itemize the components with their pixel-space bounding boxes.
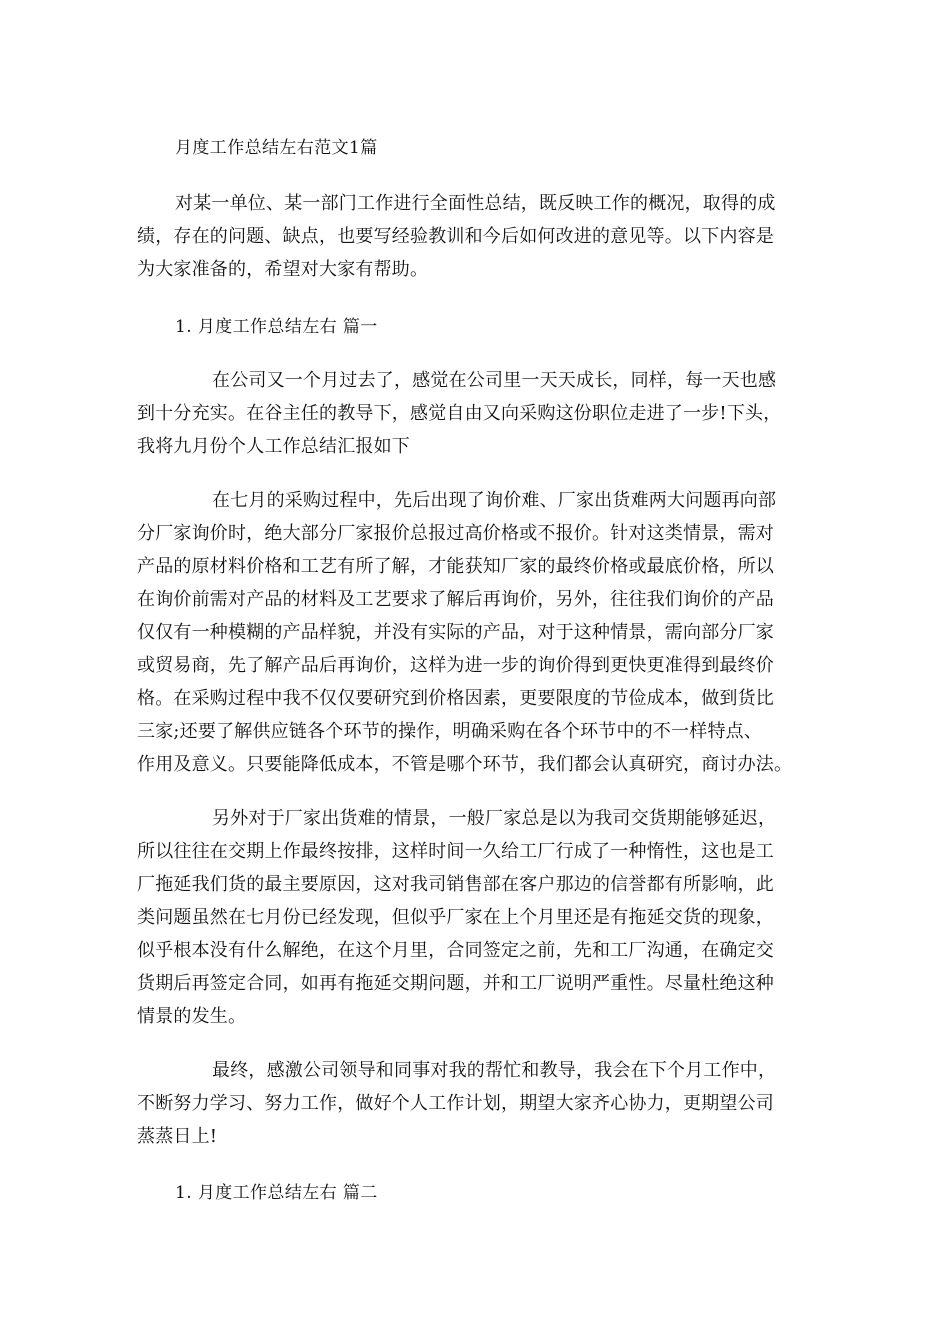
intro-line: 绩，存在的问题、缺点，也要写经验教训和今后如何改进的意见等。以下内容是 <box>137 226 774 247</box>
paragraph-line: 货期后再签定合同，如再有拖延交期问题，并和工厂说明严重性。尽量杜绝这种 <box>137 973 774 994</box>
paragraph-line: 另外对于厂家出货难的情景，一般厂家总是以为我司交货期能够延迟， <box>212 808 777 829</box>
paragraph-line: 或贸易商，先了解产品后再询价，这样为进一步的询价得到更快更准得到最终价 <box>137 655 774 676</box>
paragraph-line: 产品的原材料价格和工艺有所了解，才能获知厂家的最终价格或最底价格，所以 <box>137 556 774 577</box>
paragraph-line: 不断努力学习、努力工作，做好个人工作计划，期望大家齐心协力，更期望公司 <box>137 1093 774 1114</box>
section-heading-1: 1. 月度工作总结左右 篇一 <box>175 317 378 337</box>
paragraph-line: 情景的发生。 <box>137 1006 247 1027</box>
paragraph-line: 似乎根本没有什么解绝，在这个月里，合同签定之前，先和工厂沟通，在确定交 <box>137 940 774 961</box>
paragraph-line: 仅仅有一种模糊的产品样貌，并没有实际的产品，对于这种情景，需向部分厂家 <box>137 622 774 643</box>
paragraph-line: 在公司又一个月过去了，感觉在公司里一天天成长，同样，每一天也感 <box>212 370 777 391</box>
paragraph-line: 类问题虽然在七月份已经发现，但似乎厂家在上个月里还是有拖延交货的现象， <box>137 907 774 928</box>
paragraph-line: 在七月的采购过程中，先后出现了询价难、厂家出货难两大问题再向部 <box>212 490 777 511</box>
paragraph-line: 蒸蒸日上! <box>137 1126 218 1147</box>
paragraph-line: 格。在采购过程中我不仅仅要研究到价格因素，更要限度的节俭成本，做到货比 <box>137 688 774 709</box>
intro-line: 为大家准备的，希望对大家有帮助。 <box>137 259 429 280</box>
paragraph-line: 我将九月份个人工作总结汇报如下 <box>137 436 410 457</box>
paragraph-line: 最终，感激公司领导和同事对我的帮忙和教导，我会在下个月工作中， <box>212 1060 777 1081</box>
paragraph-line: 到十分充实。在谷主任的教导下，感觉自由又向采购这份职位走进了一步!下头， <box>137 403 782 424</box>
intro-line: 对某一单位、某一部门工作进行全面性总结，既反映工作的概况，取得的成 <box>175 193 776 214</box>
paragraph-line: 分厂家询价时，绝大部分厂家报价总报过高价格或不报价。针对这类情景，需对 <box>137 523 774 544</box>
paragraph-line: 厂拖延我们货的最主要原因，这对我司销售部在客户那边的信誉都有所影响，此 <box>137 874 774 895</box>
document-title: 月度工作总结左右范文1篇 <box>175 138 378 158</box>
paragraph-line: 在询价前需对产品的材料及工艺要求了解后再询价，另外，往往我们询价的产品 <box>137 589 774 610</box>
paragraph-line: 作用及意义。只要能降低成本，不管是哪个环节，我们都会认真研究，商讨办法。 <box>137 754 793 775</box>
paragraph-line: 所以往往在交期上作最终按排，这样时间一久给工厂行成了一种惰性，这也是工 <box>137 841 774 862</box>
section-heading-2: 1. 月度工作总结左右 篇二 <box>175 1183 378 1203</box>
paragraph-line: 三家;还要了解供应链各个环节的操作，明确采购在各个环节中的不一样特点、 <box>137 721 763 742</box>
